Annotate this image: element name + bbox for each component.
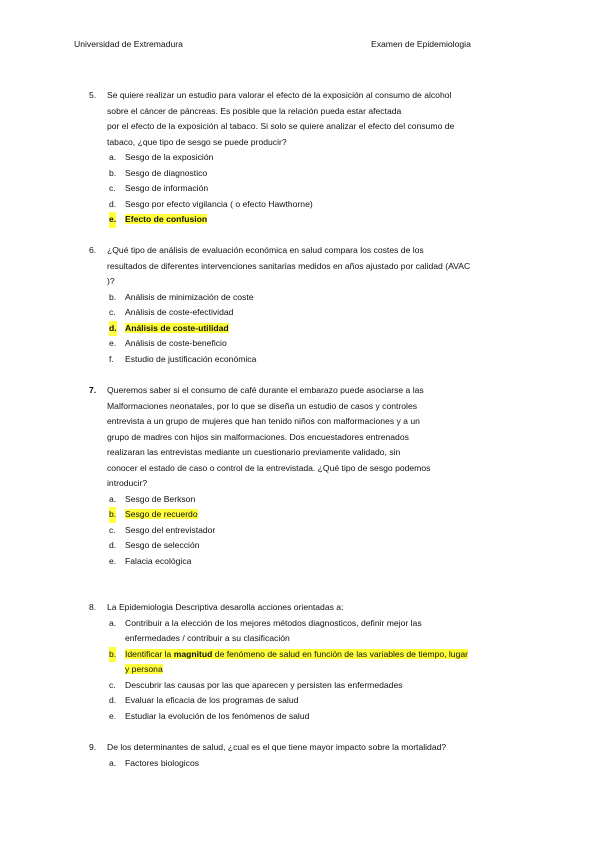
answer-option	[89, 197, 519, 213]
option-text-highlighted: Análisis de coste-utilidad	[125, 322, 229, 333]
answer-option	[89, 305, 519, 321]
option-letter: d.	[109, 540, 117, 550]
option-text: Descubrir las causas por las que aparecen y persisten las enfermedades	[125, 679, 403, 690]
option-letter: c.	[109, 524, 116, 535]
answer-option	[89, 166, 519, 182]
option-text-part: de fenómeno de salud en función de las variables de tiempo, lugar	[212, 648, 468, 659]
option-letter: a.	[109, 152, 117, 162]
question-text-line: introducir?	[107, 478, 148, 488]
question-text-line	[89, 243, 519, 259]
question-text-line: Malformaciones neonatales, por lo que se diseña un estudio de casos y controles	[107, 400, 418, 411]
option-letter: d.	[109, 321, 117, 337]
option-letter: c.	[109, 679, 116, 690]
question-text-line	[89, 383, 519, 399]
option-text: Sesgo de selección	[125, 540, 200, 550]
option-letter: a.	[109, 493, 117, 504]
option-text: Contribuir a la elección de los mejores métodos diagnosticos, definir mejor las	[125, 617, 422, 628]
option-text: Estudiar la evolución de los fenómenos de salud	[125, 710, 310, 721]
question-text-line: sobre el cáncer de páncreas. Es posible que la relación pueda estar afectada	[107, 105, 402, 116]
option-letter: b.	[109, 647, 116, 663]
correct-answer-option	[89, 507, 519, 523]
option-text: Análisis de minimización de coste	[125, 291, 254, 302]
question-text: Queremos saber si el consumo de café durante el embarazo puede asociarse a las	[107, 385, 424, 395]
option-letter: d.	[109, 695, 117, 705]
option-text: Sesgo de la exposición	[125, 152, 214, 162]
option-letter: e.	[109, 710, 117, 721]
question-number: 6.	[89, 245, 97, 255]
correct-answer-option	[89, 212, 519, 228]
question-text-line: entrevista a un grupo de mujeres que han tenido niños con malformaciones y a un	[107, 416, 420, 426]
answer-option	[89, 678, 519, 694]
answer-option	[89, 709, 519, 725]
header-university: Universidad de Extremadura	[74, 39, 183, 49]
option-text: Análisis de coste-efectividad	[125, 307, 234, 317]
question-text: La Epidemiologia Descriptiva desarolla acciones orientadas a:	[107, 602, 344, 612]
question-text-line: tabaco, ¿que tipo de sesgo se puede producir?	[107, 136, 287, 147]
option-text-highlighted: y persona	[125, 664, 163, 674]
option-text: Sesgo de información	[125, 183, 209, 193]
question-text-line: por el efecto de la exposición al tabaco. Si solo se quiere analizar el efecto del consumo de	[107, 121, 455, 131]
answer-option	[89, 492, 519, 508]
question-text: ¿Qué tipo de análisis de evaluación económica en salud compara los costes de los	[107, 245, 424, 255]
correct-answer-option	[89, 647, 519, 663]
option-letter: a.	[109, 757, 117, 768]
question-text-line	[89, 740, 519, 756]
question-text: De los determinantes de salud, ¿cual es el que tiene mayor impacto sobre la mortalidad?	[107, 742, 447, 752]
answer-option	[89, 181, 519, 197]
answer-option-continuation	[89, 662, 519, 678]
option-text: Factores biologicos	[125, 757, 200, 768]
option-letter: b.	[109, 291, 117, 302]
answer-option	[89, 150, 519, 166]
question-9	[89, 740, 519, 771]
option-text-highlighted	[125, 649, 468, 659]
question-number: 8.	[89, 602, 97, 612]
answer-option	[89, 352, 519, 368]
option-text: Estudio de justificación económica	[125, 353, 257, 364]
question-text-line: realizaran las entrevistas mediante un cuestionario previamente validado, sin	[107, 447, 401, 457]
question-text-line: )?	[107, 276, 115, 286]
question-number: 5.	[89, 90, 97, 100]
question-number: 7.	[89, 385, 97, 395]
correct-answer-option	[89, 321, 519, 337]
option-text: Falacia ecológica	[125, 555, 192, 566]
answer-option	[89, 616, 519, 632]
option-text: Sesgo de diagnostico	[125, 167, 208, 178]
option-letter: e.	[109, 555, 117, 566]
answer-option	[89, 554, 519, 570]
answer-option	[89, 693, 519, 709]
question-7	[89, 383, 519, 569]
question-text: Se quiere realizar un estudio para valorar el efecto de la exposición al consumo de alcohol	[107, 90, 452, 100]
question-6	[89, 243, 519, 367]
answer-option	[89, 336, 519, 352]
option-letter: a.	[109, 617, 117, 628]
option-text: Sesgo del entrevistador	[125, 524, 216, 535]
question-text-line	[89, 88, 519, 104]
question-text-line: resultados de diferentes intervenciones sanitarias medidos en años ajustado por calidad (AVAC	[107, 260, 471, 271]
option-text-bold: magnitud	[173, 648, 213, 659]
option-letter: b.	[109, 507, 116, 523]
header-exam-title: Examen de Epidemiologia	[371, 39, 471, 49]
option-text-highlighted: Efecto de confusion	[125, 214, 208, 224]
answer-option	[89, 756, 519, 772]
option-letter: d.	[109, 198, 117, 209]
option-letter: e.	[109, 212, 116, 228]
option-letter: b.	[109, 167, 117, 178]
question-text-line: grupo de madres con hijos sin malformaciones. Dos encuestadores entrenados	[107, 431, 409, 442]
option-letter: c.	[109, 307, 116, 317]
option-letter: c.	[109, 183, 116, 193]
option-text: Análisis de coste-beneficio	[125, 338, 227, 348]
option-letter: f.	[109, 353, 114, 364]
answer-option-continuation: enfermedades / contribuir a su clasificación	[125, 633, 290, 643]
option-text-part: Identificar la	[125, 648, 174, 659]
answer-option	[89, 290, 519, 306]
question-text-line	[89, 600, 519, 616]
answer-option	[89, 538, 519, 554]
option-letter: e.	[109, 338, 117, 348]
option-text: Evaluar la eficacia de los programas de salud	[125, 695, 299, 705]
question-number: 9.	[89, 742, 97, 752]
question-text-line: conocer el estado de caso o control de la entrevistada. ¿Qué tipo de sesgo podemos	[107, 462, 431, 473]
option-text: Sesgo por efecto vigilancia ( o efecto Hawthorne)	[125, 198, 313, 209]
question-5	[89, 88, 519, 228]
option-text: Sesgo de Berkson	[125, 493, 196, 504]
answer-option	[89, 523, 519, 539]
question-8	[89, 600, 519, 724]
option-text-highlighted: Sesgo de recuerdo	[125, 509, 198, 519]
